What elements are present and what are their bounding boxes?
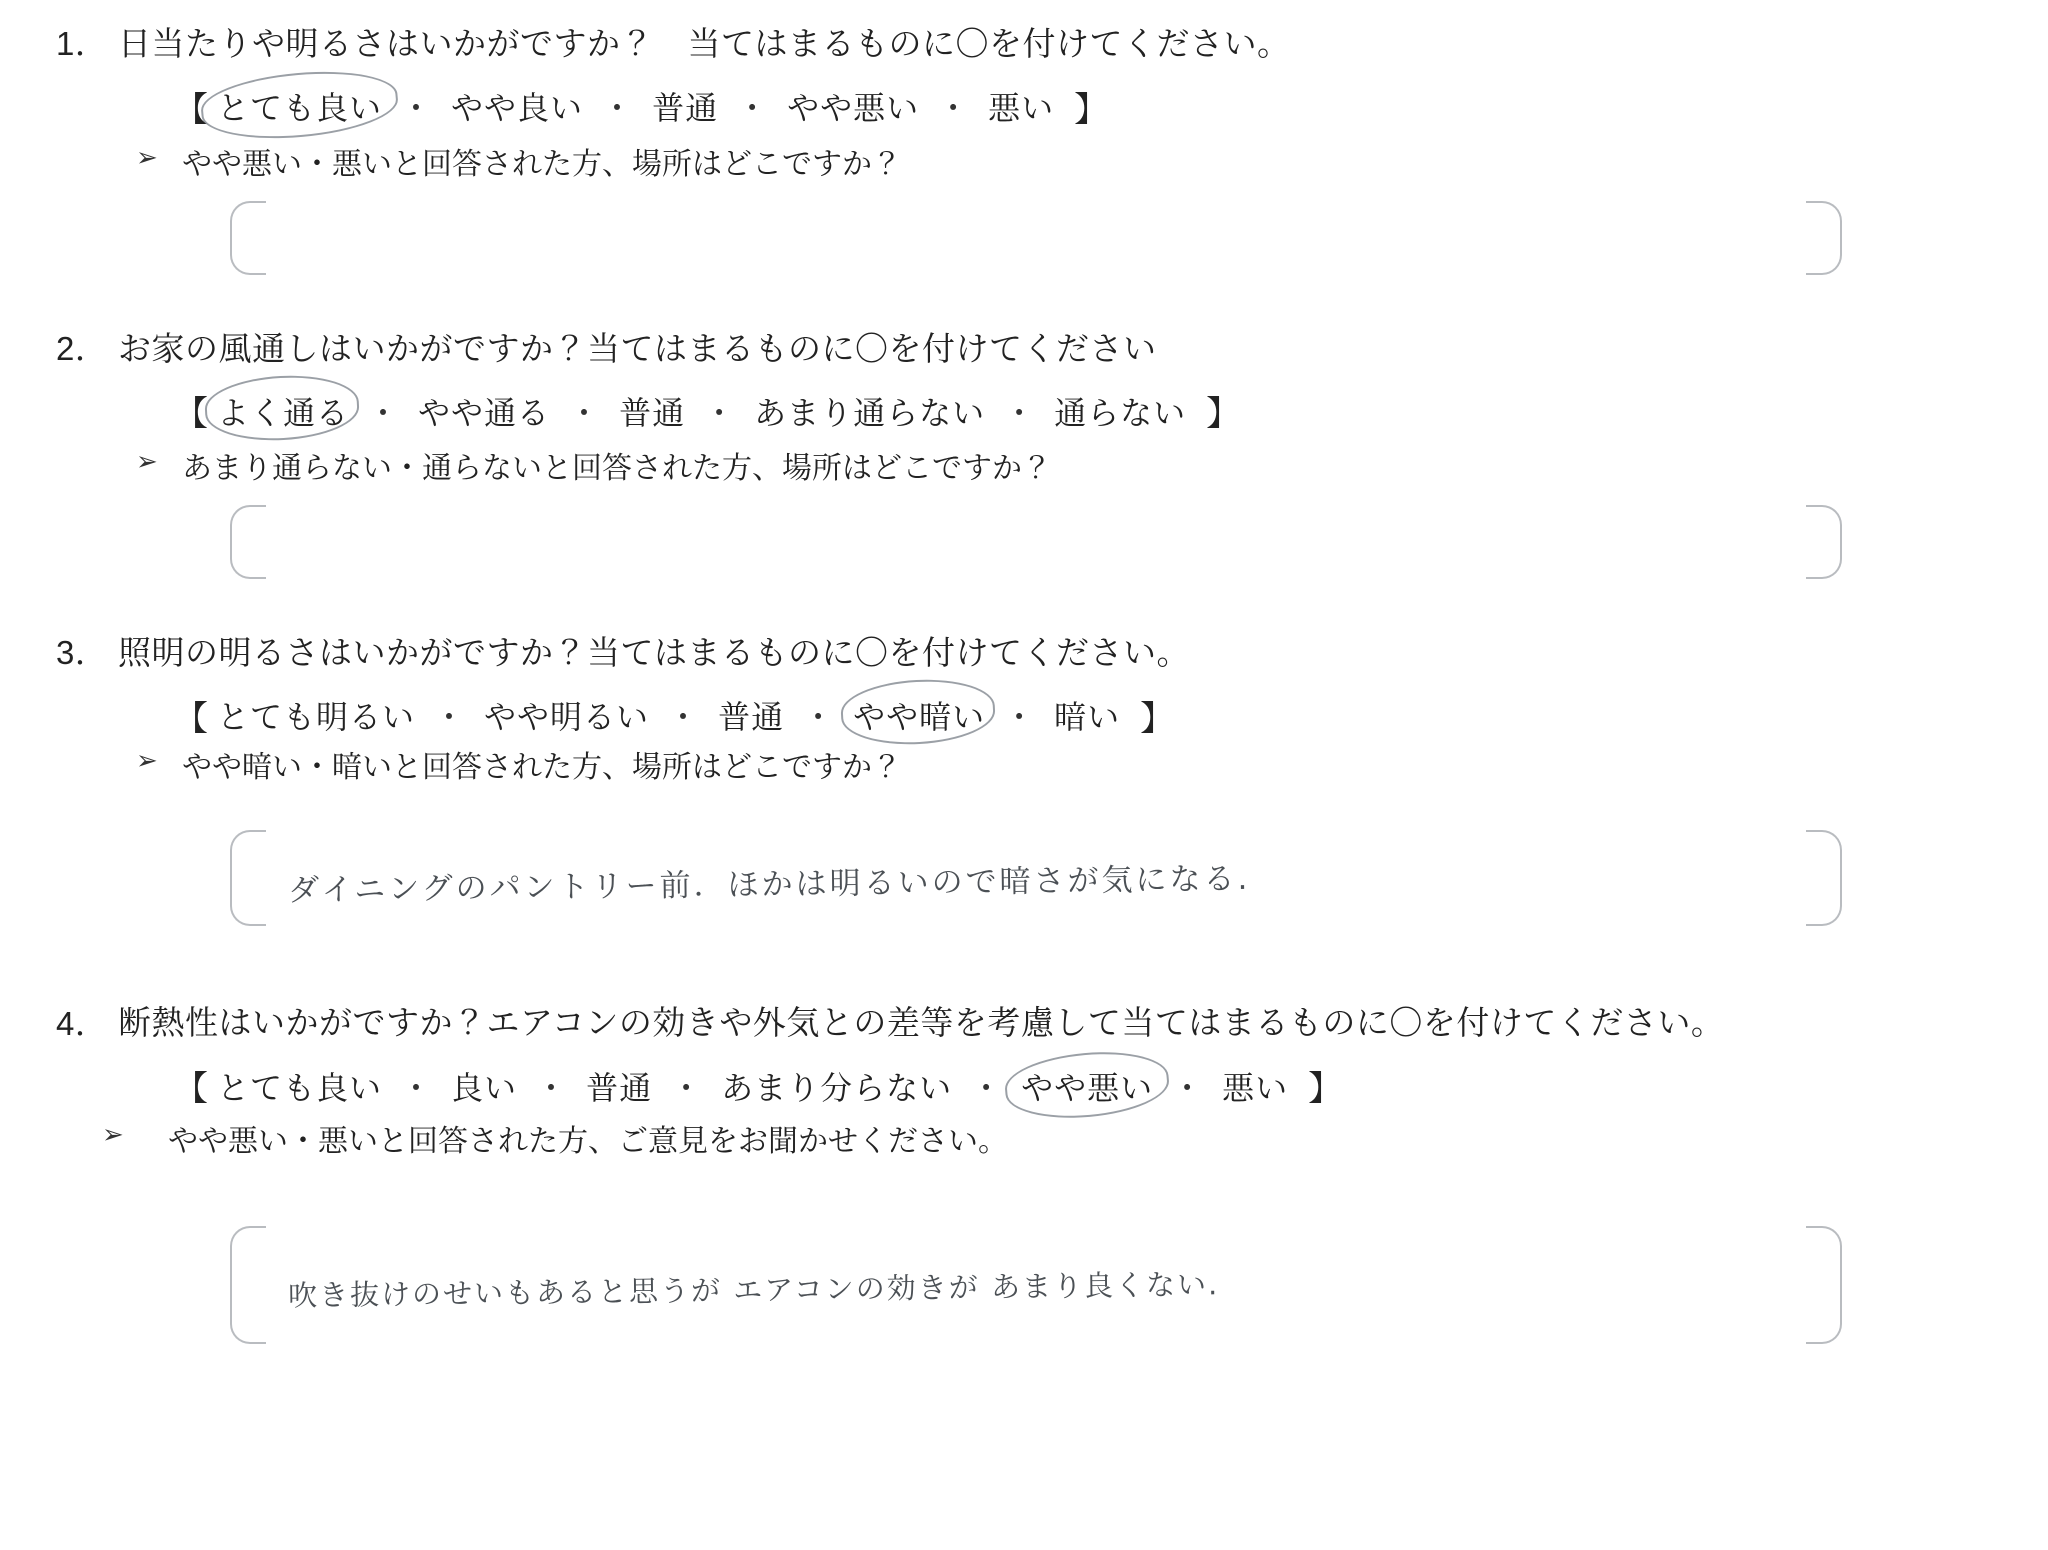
bracket-left-shape — [230, 201, 266, 275]
bracket-open-icon: 【 — [174, 90, 209, 129]
question-1-heading — [40, 22, 2008, 66]
answer-box-3[interactable] — [230, 830, 1842, 926]
option-1-2[interactable]: やや良い — [451, 90, 584, 127]
answer-box-1[interactable] — [230, 201, 1842, 275]
bracket-right-shape — [1806, 201, 1842, 275]
bracket-close-icon: 】 — [1206, 395, 1242, 434]
bracket-left-shape — [230, 830, 266, 926]
option-4-4[interactable]: あまり分らない — [721, 1069, 953, 1106]
option-2-2[interactable]: やや通る — [418, 394, 551, 431]
option-3-2[interactable]: やや明るい — [484, 699, 650, 736]
option-3-3[interactable]: 普通 — [718, 699, 785, 736]
answer-1-handwriting — [288, 228, 1784, 246]
option-2-5[interactable]: 通らない — [1054, 394, 1187, 431]
option-1-5[interactable]: 悪い — [988, 90, 1055, 127]
answer-box-2[interactable] — [230, 505, 1842, 579]
question-3-options — [40, 691, 2008, 740]
bracket-right-shape — [1806, 830, 1842, 926]
question-4-heading — [40, 1002, 2008, 1046]
separator-icon: ・ — [433, 699, 467, 736]
question-2-number: 2． — [56, 329, 109, 367]
separator-icon: ・ — [802, 699, 836, 736]
question-2-heading — [40, 327, 2008, 371]
option-4-1[interactable]: とても良い — [217, 1069, 383, 1106]
arrow-right-icon: ➢ — [136, 446, 158, 477]
question-1-options — [40, 82, 2008, 131]
bracket-open-icon: 【 — [174, 699, 209, 738]
question-block-3 — [40, 631, 2008, 926]
separator-icon: ・ — [736, 90, 770, 127]
separator-icon: ・ — [970, 1069, 1004, 1106]
bracket-close-icon: 】 — [1074, 90, 1110, 129]
bracket-open-icon: 【 — [174, 395, 209, 434]
question-2-followup — [40, 443, 2008, 487]
arrow-right-icon: ➢ — [136, 141, 158, 172]
separator-icon: ・ — [367, 394, 401, 431]
separator-icon: ・ — [670, 1069, 704, 1106]
separator-icon: ・ — [568, 394, 602, 431]
question-2-followup-text: あまり通らない・通らないと回答された方、場所はどこですか？ — [182, 452, 1052, 486]
question-4-followup-text: やや悪い・悪いと回答された方、ご意見をお聞かせください。 — [168, 1125, 1008, 1159]
question-4-number: 4． — [56, 1004, 109, 1042]
bracket-close-icon: 】 — [1308, 1070, 1344, 1109]
separator-icon: ・ — [667, 699, 701, 736]
question-3-text: 照明の明るさはいかがですか？当てはまるものに〇を付けてください。 — [118, 634, 1190, 672]
option-1-4[interactable]: やや悪い — [787, 90, 920, 127]
separator-icon: ・ — [1003, 394, 1037, 431]
separator-icon: ・ — [400, 90, 434, 127]
question-3-number: 3． — [56, 634, 109, 672]
question-1-followup — [40, 139, 2008, 183]
bracket-right-shape — [1806, 505, 1842, 579]
bracket-close-icon: 】 — [1140, 699, 1176, 738]
question-4-text: 断熱性はいかがですか？エアコンの効きや外気との差等を考慮して当てはまるものに〇を付けてください。 — [118, 1003, 1725, 1041]
answer-4-handwriting: 吹き抜けのせいもあると思うが エアコンの効きが あまり良くない. — [287, 1267, 1220, 1313]
separator-icon: ・ — [1003, 699, 1037, 736]
option-4-6[interactable]: 悪い — [1222, 1069, 1289, 1106]
answer-2-handwriting — [288, 533, 1784, 551]
answer-box-4[interactable] — [230, 1226, 1842, 1344]
question-1-text: 日当たりや明るさはいかがですか？ 当てはまるものに〇を付けてください。 — [118, 25, 1291, 62]
question-block-1 — [40, 22, 2008, 275]
bracket-open-icon: 【 — [174, 1070, 209, 1109]
separator-icon: ・ — [703, 394, 737, 431]
separator-icon: ・ — [601, 90, 635, 127]
question-block-2 — [40, 327, 2008, 580]
question-4-followup — [40, 1116, 2008, 1160]
option-2-1[interactable]: よく通る — [215, 388, 351, 434]
option-3-1[interactable]: とても明るい — [217, 699, 416, 736]
option-1-3[interactable]: 普通 — [652, 90, 719, 127]
separator-icon: ・ — [400, 1069, 434, 1106]
question-1-number: 1． — [56, 25, 109, 62]
question-block-4 — [40, 1002, 2008, 1345]
question-3-heading — [40, 631, 2008, 675]
separator-icon: ・ — [937, 90, 971, 127]
separator-icon: ・ — [1171, 1069, 1205, 1106]
bracket-left-shape — [230, 505, 266, 579]
option-2-3[interactable]: 普通 — [619, 394, 686, 431]
separator-icon: ・ — [535, 1069, 569, 1106]
arrow-right-icon: ➢ — [102, 1119, 124, 1150]
bracket-right-shape — [1806, 1226, 1842, 1344]
bracket-left-shape — [230, 1226, 266, 1344]
option-3-4[interactable]: やや暗い — [851, 692, 987, 738]
question-1-followup-text: やや悪い・悪いと回答された方、場所はどこですか？ — [182, 147, 902, 181]
arrow-right-icon: ➢ — [136, 744, 158, 775]
question-2-options — [40, 386, 2008, 435]
question-3-followup — [40, 742, 2008, 786]
option-1-1[interactable]: とても良い — [215, 83, 384, 129]
answer-3-handwriting: ダイニングのパントリー前．ほかは明るいので暗さが気になる. — [287, 860, 1251, 909]
question-2-text: お家の風通しはいかがですか？当てはまるものに〇を付けてください — [118, 329, 1157, 367]
question-3-followup-text: やや暗い・暗いと回答された方、場所はどこですか？ — [182, 750, 902, 784]
option-4-5[interactable]: やや悪い — [1019, 1063, 1155, 1109]
option-4-3[interactable]: 普通 — [586, 1069, 653, 1106]
option-4-2[interactable]: 良い — [451, 1069, 518, 1106]
option-3-5[interactable]: 暗い — [1054, 699, 1121, 736]
question-4-options — [40, 1061, 2008, 1110]
option-2-4[interactable]: あまり通らない — [754, 394, 986, 431]
